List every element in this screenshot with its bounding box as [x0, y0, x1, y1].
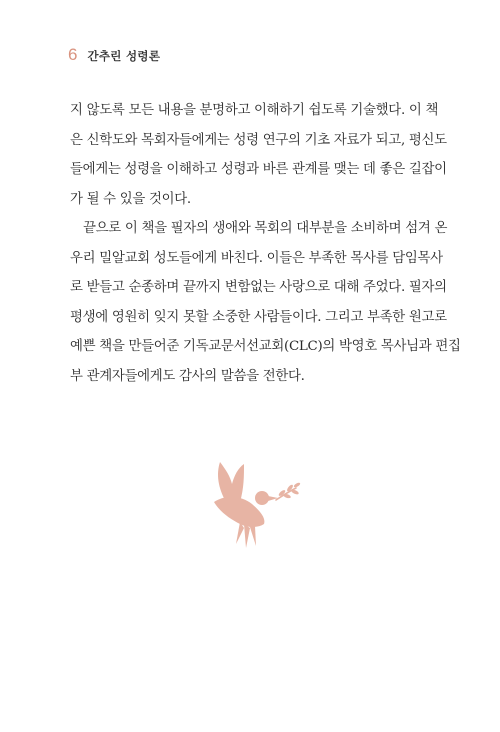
body-text [70, 96, 461, 391]
page-number: 6 [68, 45, 78, 64]
text-line: 예쁜 책을 만들어준 기독교문서선교회(CLC)의 박영호 목사님과 편집 [70, 339, 461, 354]
text-line: 로 받들고 순종하며 끝까지 변함없는 사랑으로 대해 주었다. 필자의 [70, 280, 447, 295]
text-line: 끝으로 이 책을 필자의 생애와 목회의 대부분을 소비하며 섬겨 온 [83, 221, 448, 236]
dove-with-olive-branch-icon [196, 458, 302, 550]
running-header [68, 45, 160, 65]
text-line: 우리 밀알교회 성도들에게 바친다. 이들은 부족한 목사를 담임목사 [70, 250, 443, 266]
paragraph-2 [70, 214, 461, 391]
text-line: 은 신학도와 목회자들에게는 성령 연구의 기초 자료가 되고, 평신도 [70, 132, 447, 148]
text-line: 가 될 수 있을 것이다. [70, 191, 191, 207]
text-line: 지 않도록 모든 내용을 분명하고 이해하기 쉽도록 기술했다. 이 책 [70, 103, 439, 118]
text-line: 평생에 영원히 잊지 못할 소중한 사람들이다. 그리고 부족한 원고로 [70, 309, 447, 325]
paragraph-1 [70, 96, 447, 214]
running-title: 간추린 성령론 [87, 49, 161, 63]
text-line: 들에게는 성령을 이해하고 성령과 바른 관계를 맺는 데 좋은 길잡이 [70, 162, 447, 177]
text-line: 부 관계자들에게도 감사의 말씀을 전한다. [70, 368, 305, 384]
